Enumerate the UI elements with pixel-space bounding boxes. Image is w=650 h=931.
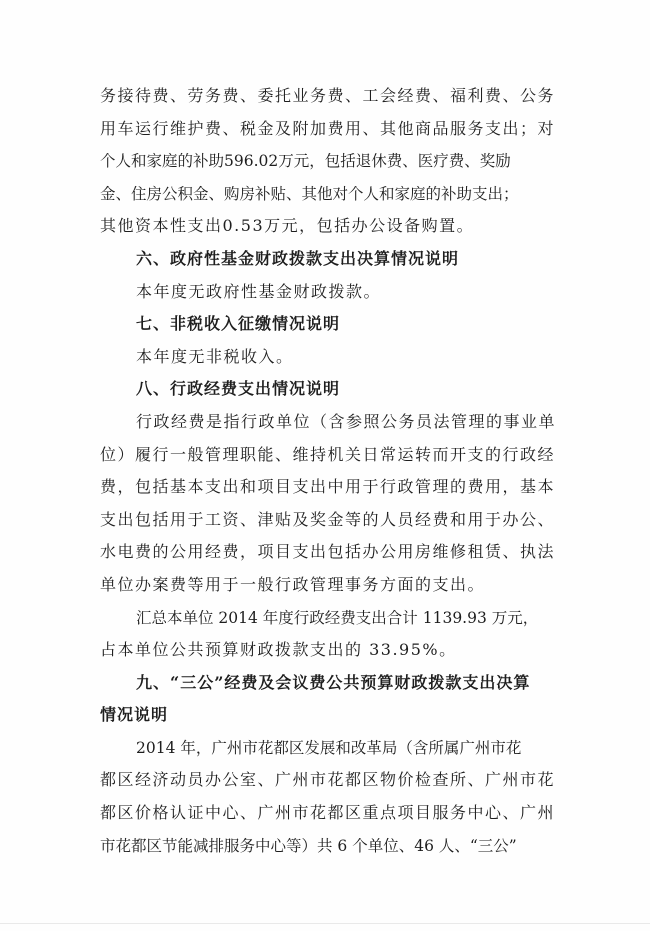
text-line: 2014 年，广州市花都区发展和改革局（含所属广州市花: [136, 738, 522, 757]
text-line: 费，包括基本支出和项目支出中用于行政管理的费用，基本: [100, 477, 556, 497]
section-heading-7: 七、非税收入征缴情况说明: [136, 314, 341, 334]
text-line: 位）履行一般管理职能、维持机关日常运转而开支的行政经: [100, 444, 556, 464]
text-line: 市花都区节能减排服务中心等）共 6 个单位、46 人、“三公”: [100, 836, 517, 855]
text-line: 支出包括用于工资、津贴及奖金等的人员经费和用于办公、: [100, 509, 556, 529]
section-heading-9: 九、“三公”经费及会议费公共预算财政拨款支出决算: [136, 672, 531, 692]
text-line: 金、住房公积金、购房补贴、其他对个人和家庭的补助支出；: [100, 184, 519, 203]
document-body: [100, 80, 560, 862]
text-line: 水电费的公用经费，项目支出包括办公用房维修租赁、执法: [100, 542, 556, 562]
text-line: 其他资本性支出0.53万元，包括办公设备购置。: [100, 216, 475, 236]
text-line: 本年度无非税收入。: [136, 346, 294, 366]
section-heading-8: 八、行政经费支出情况说明: [136, 379, 341, 399]
text-line: 个人和家庭的补助596.02万元，包括退休费、医疗费、奖励: [100, 152, 511, 171]
text-line: 都区价格认证中心、广州市花都区重点项目服务中心、广州: [100, 803, 556, 823]
section-heading-9-cont: 情况说明: [100, 705, 169, 725]
text-line: 单位办案费等用于一般行政管理事务方面的支出。: [100, 574, 486, 594]
page-edge-divider: [0, 923, 650, 924]
text-line: 用车运行维护费、税金及附加费用、其他商品服务支出；对: [100, 118, 556, 138]
section-heading-6: 六、政府性基金财政拨款支出决算情况说明: [136, 248, 460, 268]
text-line: 务接待费、劳务费、委托业务费、工会经费、福利费、公务: [100, 86, 556, 105]
text-line: 本年度无政府性基金财政拨款。: [136, 281, 382, 301]
text-line: 行政经费是指行政单位（含参照公务员法管理的事业单: [136, 411, 557, 431]
text-line: 占本单位公共预算财政拨款支出的 33.95%。: [100, 640, 457, 660]
text-line: 都区经济动员办公室、广州市花都区物价检查所、广州市花: [100, 770, 556, 790]
text-line: 汇总本单位 2014 年度行政经费支出合计 1139.93 万元，: [136, 608, 539, 627]
